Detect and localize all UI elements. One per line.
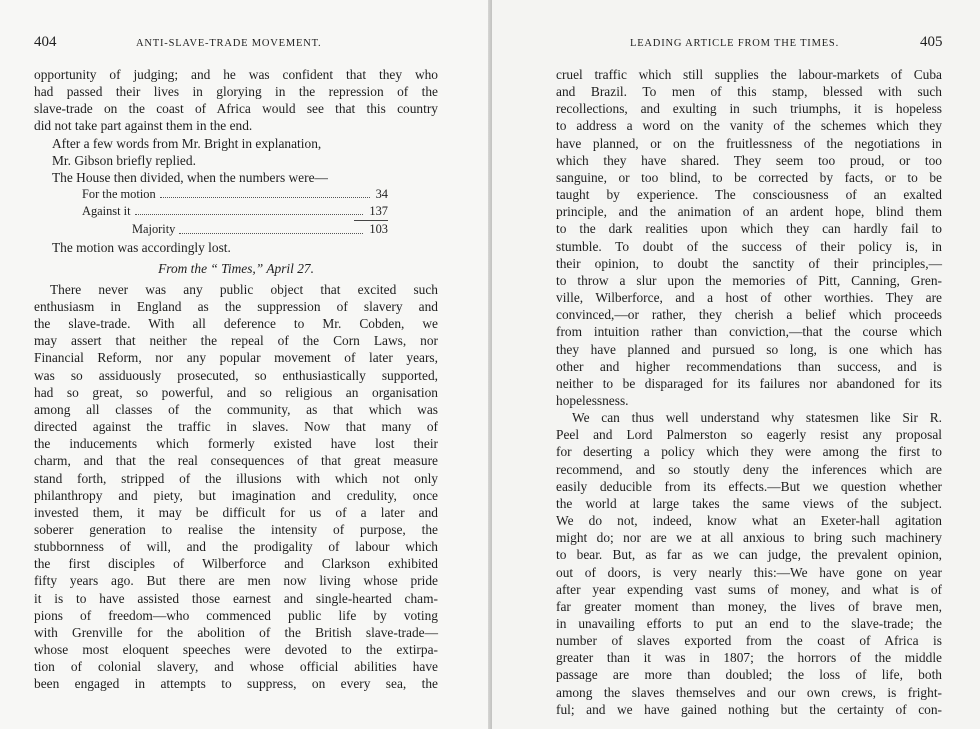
text-line: neither to be disparaged for its failures nor abandoned for its (556, 375, 942, 391)
leader-dots (160, 186, 370, 198)
text-line: far greater moment than money, the lives of brave men, (556, 598, 942, 614)
division-line: The House then divided, when the numbers were— (52, 169, 328, 185)
motion-lost-line: The motion was accordingly lost. (52, 239, 231, 255)
text-line: have planned, or on the fruitlessness of the negotiations in (556, 135, 942, 151)
running-head-left: ANTI-SLAVE-TRADE MOVEMENT. (136, 38, 322, 49)
text-line: enthusiasm in England as the suppression of slavery and (34, 298, 438, 314)
text-line: principle, and the animation of an ardent hope, blind them (556, 204, 942, 220)
article-paragraph (34, 281, 438, 693)
text-line: passage are more than doubled; the loss of life, both (556, 667, 942, 683)
text-line: from intuition rather than conviction,—that the course which (556, 324, 942, 340)
text-line: other and higher recommendations than success, and is (556, 358, 942, 374)
vote-label: Majority (132, 222, 176, 237)
text-line: to throw a slur upon the memories of Pitt, Canning, Gren- (556, 272, 942, 288)
text-line: might do; nor are we at all anxious to bring such machinery (556, 530, 942, 546)
text-line: Mr. Gibson briefly replied. (52, 152, 196, 168)
text-line: after year expending vast sums of money, and what is of (556, 581, 942, 597)
division-table (34, 186, 438, 238)
right-text-column (556, 66, 942, 718)
text-line: had passed their lives in glorying in the repression of the (34, 84, 438, 100)
text-line: easily deducible from its effects.—But we question whether (556, 478, 942, 494)
text-line: stand forth, stripped of the illusions with which not only (34, 470, 438, 486)
text-line: may assert that neither the repeal of the Corn Laws, nor (34, 333, 438, 349)
text-line: slave-trade on the coast of Africa would see that this country (34, 101, 438, 117)
text-line: recommend, and so stoutly deny the inferences which are (556, 461, 942, 477)
text-line: stumble. To doubt of the success of their policy is, in (556, 238, 942, 254)
text-line: greater than it was in 1807; the horrors of the middle (556, 650, 942, 666)
text-line: opportunity of judging; and he was confident that they who (34, 67, 438, 82)
vote-value: 103 (369, 222, 388, 237)
vote-row-against (82, 203, 388, 220)
text-line: recollections, and exulting in such triumphs, it is hopeless (556, 101, 942, 117)
text-line: We do not, indeed, know what an Exeter-hall agitation (556, 513, 942, 529)
text-line: the world at large takes the same views of the subject. (556, 495, 942, 511)
text-line: to bear. But, as far as we can judge, the prevalent opinion, (556, 547, 942, 563)
text-line: they have planned and pursued so long, is one which has (556, 341, 942, 357)
vote-value: 137 (369, 204, 388, 219)
text-line: taught by experience. The consciousness of an exalted (556, 187, 942, 203)
text-line: ful; and we have gained nothing but the certainty of con- (556, 701, 942, 717)
text-line: After a few words from Mr. Bright in explanation, (52, 135, 322, 151)
text-line: had so great, so powerful, and so religious an organisation (34, 384, 438, 400)
text-line: the slave-trade. With all deference to Mr. Cobden, we (34, 316, 438, 332)
text-line: sanguine, or too blind, to be corrected by facts, or to be (556, 169, 942, 185)
running-head-right: LEADING ARTICLE FROM THE TIMES. (630, 38, 839, 49)
text-line: among all classes of the community, as that which was (34, 401, 438, 417)
text-line: in unavailing efforts to put an end to the slave-trade; the (556, 616, 942, 631)
text-line: directed against the traffic in slaves. Now that many of (34, 419, 438, 435)
text-line: soberer generation to realise the intensity of purpose, the (34, 522, 438, 538)
text-line: charm, and that the real consequences of that great measure (34, 453, 438, 469)
text-line: invested them, it may be difficult for us of a later and (34, 504, 438, 520)
text-line: There never was any public object that excited such (50, 281, 438, 297)
bright-paragraph (34, 135, 438, 186)
text-line: and Brazil. To men of this stamp, blessed with such (556, 84, 942, 100)
article-subheading: From the “ Times,” April 27. (158, 260, 314, 276)
opening-paragraph (34, 66, 438, 135)
page-number-right: 405 (920, 34, 943, 50)
statesmen-paragraph (556, 409, 942, 718)
leader-dots (179, 221, 363, 233)
text-line: Financial Reform, nor any popular movement of later years, (34, 350, 438, 366)
text-line: philanthropy and piety, but imagination and credulity, once (34, 487, 438, 503)
text-line: cruel traffic which still supplies the labour-markets of Cuba (556, 67, 942, 82)
text-line: number of slaves exported from the coast of Africa is (556, 633, 942, 649)
text-line: tion of colonial slavery, and whose official abilities have (34, 659, 438, 675)
text-line: did not take part against them in the end. (34, 118, 253, 134)
text-line: among the slaves themselves and our own crews, is fright- (556, 684, 942, 700)
vote-value: 34 (375, 187, 388, 202)
text-line: out of doors, is very nearly this:—We have gone on year (556, 564, 942, 580)
text-line: with Grenville for the abolition of the British slave-trade— (34, 624, 438, 640)
text-line: the inducements which formerly existed have lost their (34, 436, 438, 452)
text-line: stubbornness of will, and the prodigality of labour which (34, 539, 438, 555)
vote-label: Against it (82, 204, 131, 219)
vote-row-majority (132, 221, 388, 238)
page-number-left: 404 (34, 34, 57, 50)
left-text-column (34, 66, 438, 693)
text-line: hopelessness. (556, 392, 629, 408)
text-line: it is to have assisted those earnest and single-hearted cham- (34, 590, 438, 606)
text-line: fifty years ago. But there are men now living whose pride (34, 573, 438, 589)
vote-label: For the motion (82, 187, 156, 202)
text-line: the first disciples of Wilberforce and Clarkson exhibited (34, 556, 438, 572)
text-line: whose most eloquent speeches were devoted to the extirpa- (34, 642, 438, 658)
text-line: to address a word on the vanity of the schemes which they (556, 118, 942, 134)
text-line: which they have shared. They seem too proud, or too (556, 152, 942, 168)
text-line: pions of freedom—who commenced public life by voting (34, 607, 438, 623)
text-line: their opinion, to doubt the sanctity of their principles,— (556, 255, 942, 271)
text-line: was so assiduously prosecuted, so enthusiastically supported, (34, 367, 438, 383)
text-line: to the dark realities upon which they can hardly fail to (556, 221, 942, 237)
continued-paragraph (556, 66, 942, 409)
text-line: been engaged in attempts to suppress, on every sea, the (34, 676, 438, 692)
text-line: ville, Wilberforce, and a host of other worthies. They are (556, 290, 942, 306)
text-line: Peel and Lord Palmerston so eagerly resist any proposal (556, 427, 942, 443)
leader-dots (135, 203, 364, 215)
vote-row-for (82, 186, 388, 203)
text-line: convinced,—or rather, they cherish a belief which proceeds (556, 307, 942, 323)
text-line: We can thus well understand why statesmen like Sir R. (572, 410, 942, 426)
text-line: for deserting a policy which they were among the first to (556, 444, 942, 460)
